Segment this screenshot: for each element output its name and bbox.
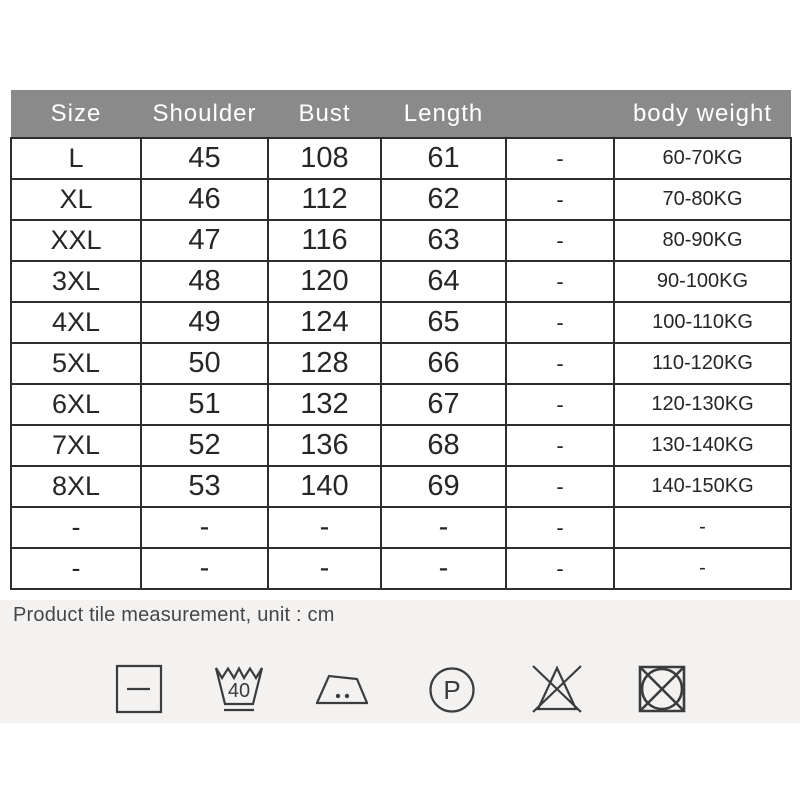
- table-cell: 47: [141, 220, 268, 261]
- table-row: [11, 548, 791, 589]
- table-row: [11, 466, 791, 507]
- table-cell: -: [614, 507, 791, 548]
- table-cell: 45: [141, 138, 268, 179]
- header-shoulder: Shoulder: [141, 90, 268, 138]
- table-row: [11, 261, 791, 302]
- table-cell: 80-90KG: [614, 220, 791, 261]
- table-cell: 68: [381, 425, 506, 466]
- header-bust: Bust: [268, 90, 381, 138]
- table-cell: 90-100KG: [614, 261, 791, 302]
- table-row: [11, 507, 791, 548]
- table-cell: -: [506, 343, 614, 384]
- table-cell: 61: [381, 138, 506, 179]
- table-cell: 5XL: [11, 343, 141, 384]
- table-row: [11, 220, 791, 261]
- table-cell: 67: [381, 384, 506, 425]
- table-cell: -: [506, 138, 614, 179]
- table-header-row: [11, 90, 791, 138]
- table-cell: -: [506, 384, 614, 425]
- table-cell: 51: [141, 384, 268, 425]
- table-cell: 60-70KG: [614, 138, 791, 179]
- table-row: [11, 302, 791, 343]
- measurement-note: Product tile measurement, unit : cm: [13, 604, 335, 626]
- table-cell: 7XL: [11, 425, 141, 466]
- table-cell: 63: [381, 220, 506, 261]
- table-cell: -: [506, 261, 614, 302]
- table-cell: 50: [141, 343, 268, 384]
- table-cell: 116: [268, 220, 381, 261]
- table-row: [11, 384, 791, 425]
- measurement-note-band: [0, 600, 800, 723]
- table-cell: 52: [141, 425, 268, 466]
- table-cell: 65: [381, 302, 506, 343]
- table-cell: 69: [381, 466, 506, 507]
- table-cell: 8XL: [11, 466, 141, 507]
- table-cell: -: [141, 548, 268, 589]
- table-cell: 128: [268, 343, 381, 384]
- table-row: [11, 138, 791, 179]
- table-cell: 120-130KG: [614, 384, 791, 425]
- table-cell: -: [381, 548, 506, 589]
- table-cell: -: [506, 466, 614, 507]
- table-cell: -: [506, 220, 614, 261]
- table-cell: -: [268, 548, 381, 589]
- table-cell: 130-140KG: [614, 425, 791, 466]
- table-row: [11, 179, 791, 220]
- table-cell: -: [506, 507, 614, 548]
- table-cell: -: [506, 179, 614, 220]
- table-cell: 70-80KG: [614, 179, 791, 220]
- table-cell: XXL: [11, 220, 141, 261]
- table-cell: -: [381, 507, 506, 548]
- table-cell: -: [614, 548, 791, 589]
- table-cell: 3XL: [11, 261, 141, 302]
- table-cell: 100-110KG: [614, 302, 791, 343]
- table-cell: 140: [268, 466, 381, 507]
- size-table-body: [11, 138, 791, 589]
- dry-clean-letter: P: [443, 675, 461, 705]
- table-cell: 108: [268, 138, 381, 179]
- table-cell: 64: [381, 261, 506, 302]
- table-cell: -: [268, 507, 381, 548]
- header-body-weight: body weight: [614, 90, 791, 138]
- table-cell: -: [506, 548, 614, 589]
- table-cell: 53: [141, 466, 268, 507]
- table-cell: -: [11, 507, 141, 548]
- table-cell: 49: [141, 302, 268, 343]
- table-cell: 62: [381, 179, 506, 220]
- table-row: [11, 425, 791, 466]
- table-cell: 112: [268, 179, 381, 220]
- table-cell: XL: [11, 179, 141, 220]
- table-cell: 48: [141, 261, 268, 302]
- table-cell: 124: [268, 302, 381, 343]
- table-row: [11, 343, 791, 384]
- table-cell: 110-120KG: [614, 343, 791, 384]
- header-length: Length: [381, 90, 506, 138]
- size-chart-table: [10, 90, 792, 590]
- table-cell: -: [141, 507, 268, 548]
- table-cell: 120: [268, 261, 381, 302]
- wash-temp-label: 40: [227, 680, 251, 702]
- table-cell: L: [11, 138, 141, 179]
- table-cell: 66: [381, 343, 506, 384]
- table-cell: 132: [268, 384, 381, 425]
- table-cell: -: [506, 425, 614, 466]
- table-cell: -: [506, 302, 614, 343]
- table-cell: 6XL: [11, 384, 141, 425]
- table-cell: 136: [268, 425, 381, 466]
- header-size: Size: [11, 90, 141, 138]
- table-cell: 46: [141, 179, 268, 220]
- table-cell: -: [11, 548, 141, 589]
- table-cell: 4XL: [11, 302, 141, 343]
- table-cell: 140-150KG: [614, 466, 791, 507]
- header-blank: [506, 90, 614, 138]
